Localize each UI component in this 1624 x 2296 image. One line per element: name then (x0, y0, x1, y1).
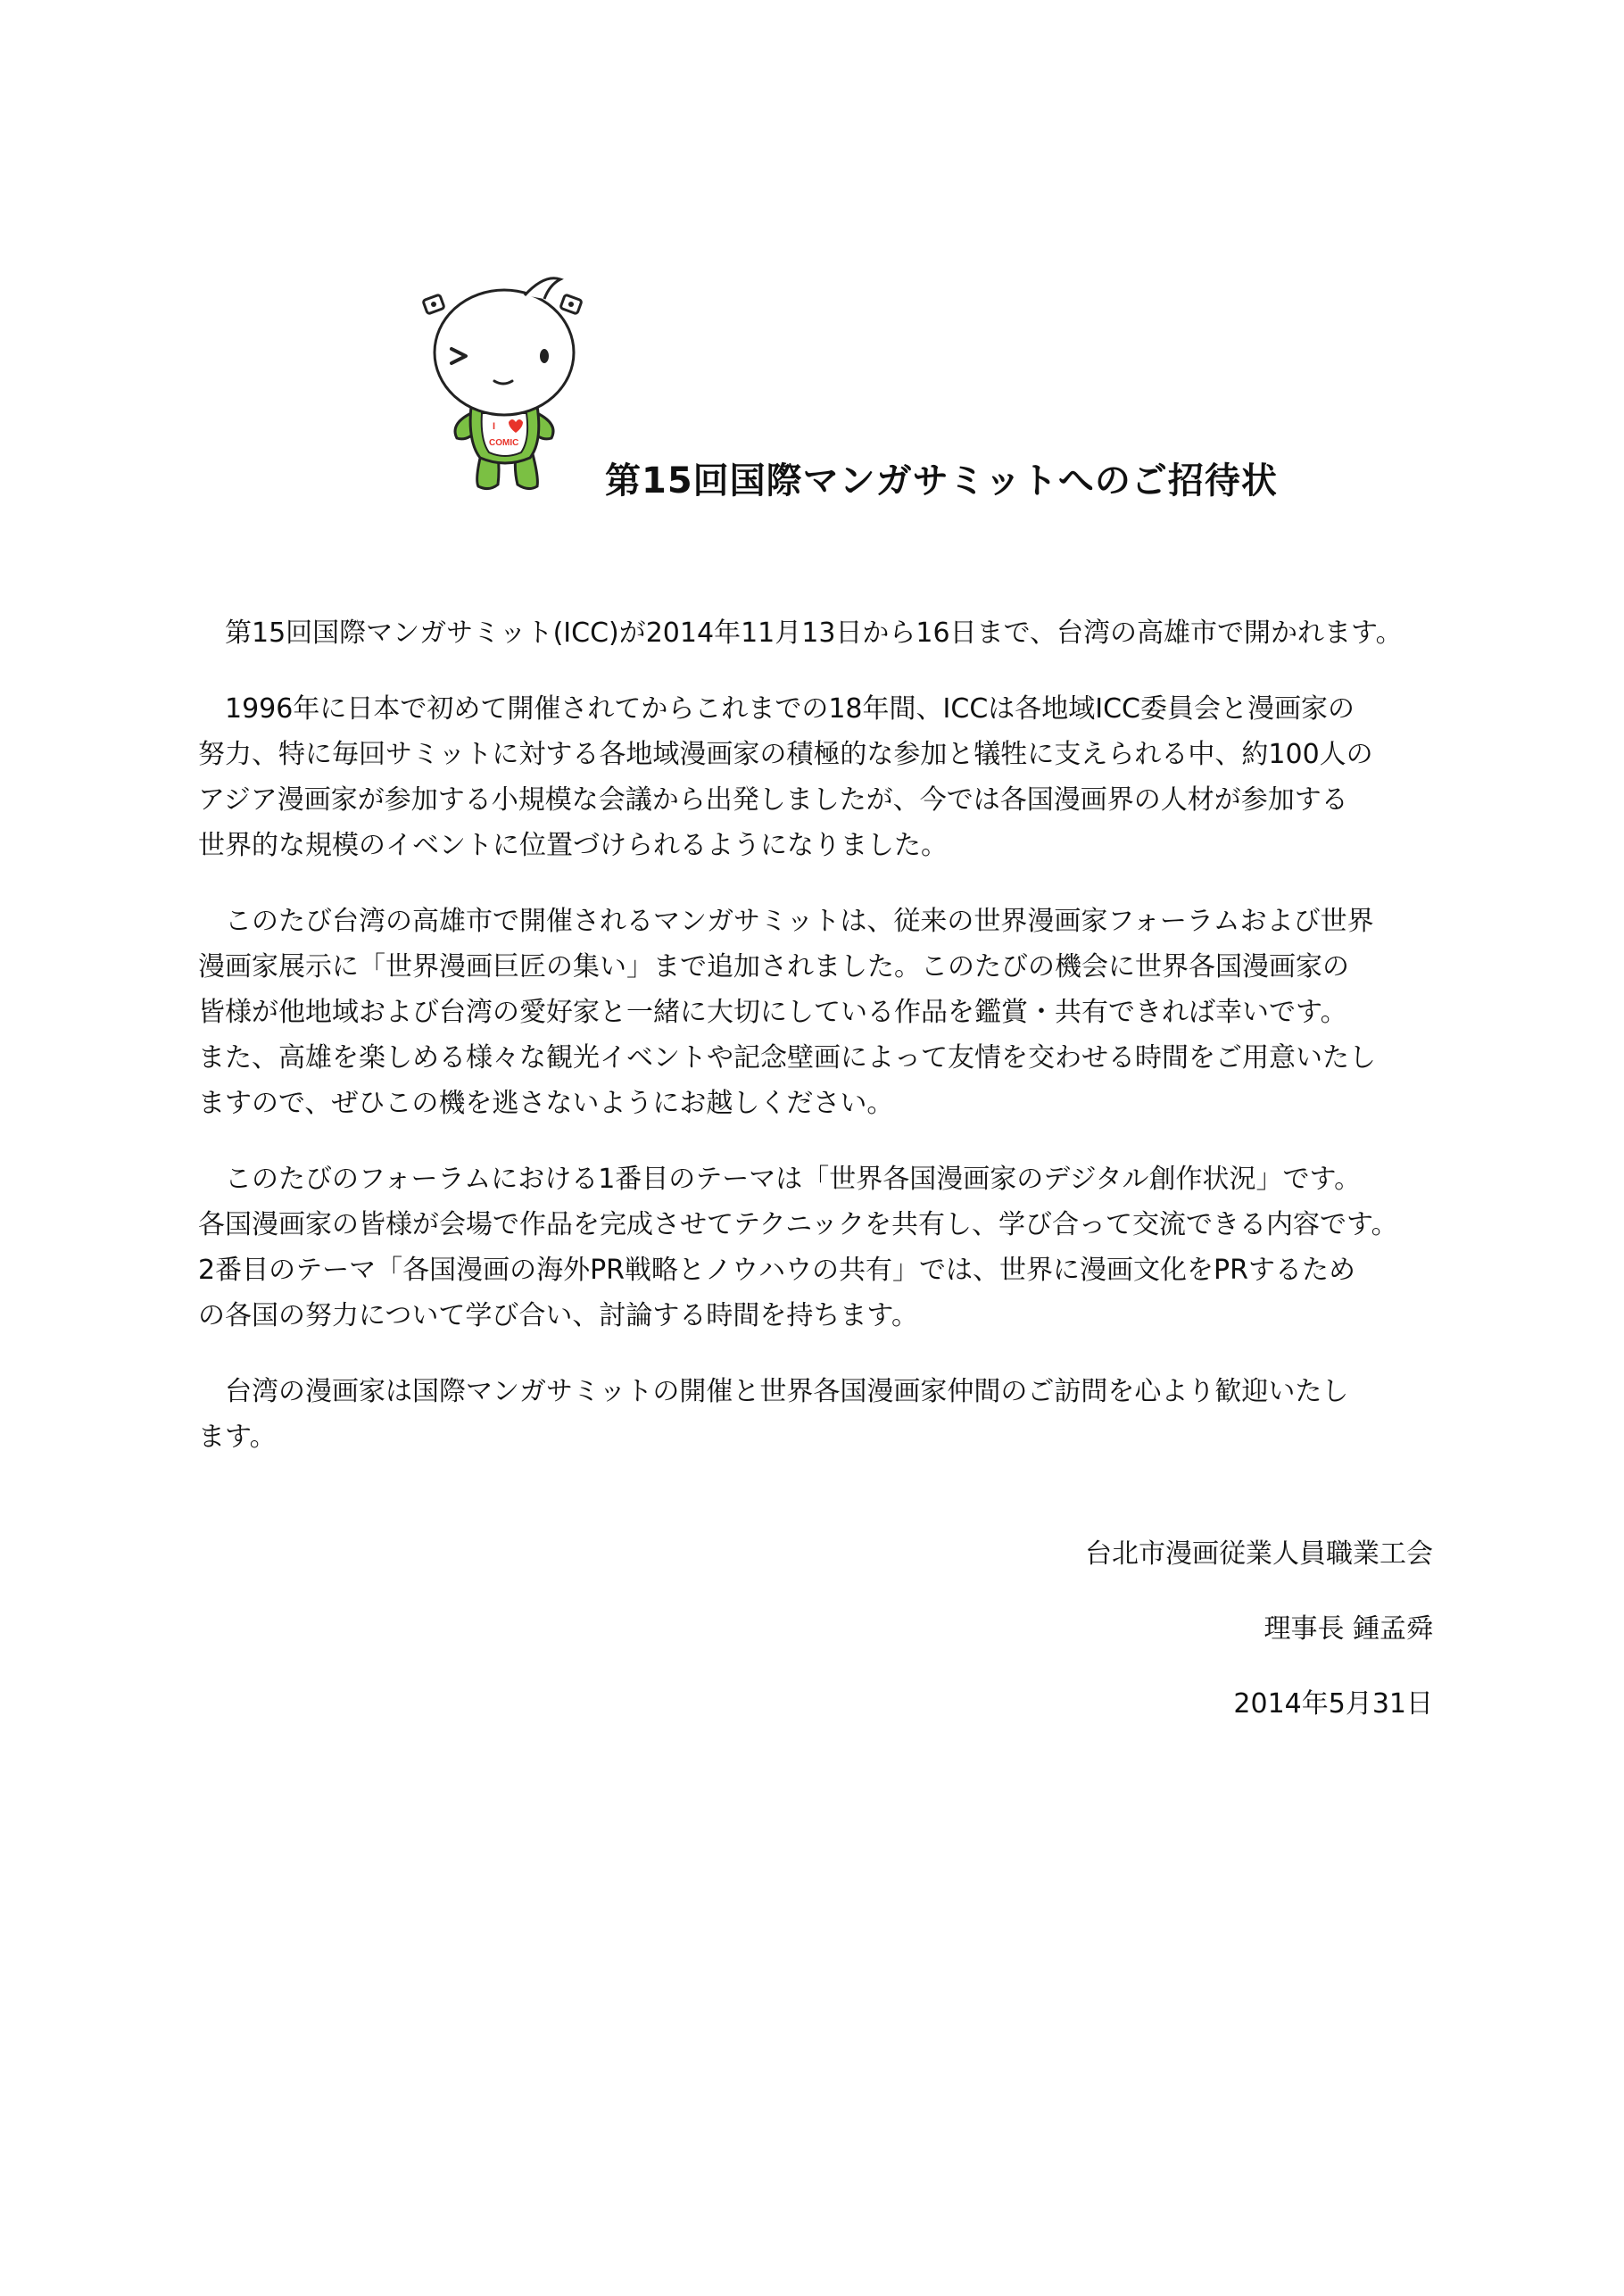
paragraph-line: このたびのフォーラムにおける1番目のテーマは「世界各国漫画家のデジタル創作状況」です。 (225, 1164, 1362, 1195)
paragraph-line: 漫画家展示に「世界漫画巨匠の集い」まで追加されました。このたびの機会に世界各国漫画家の (198, 951, 1349, 982)
signature-date: 2014年5月31日 (1233, 1688, 1433, 1720)
paragraph-line: アジア漫画家が参加する小規模な会議から出発しましたが、今では各国漫画界の人材が参加する (198, 784, 1348, 816)
paragraph-line: 皆様が他地域および台湾の愛好家と一緒に大切にしている作品を鑑賞・共有できれば幸いです。 (198, 997, 1347, 1028)
signature-block (1085, 1537, 1433, 1761)
signature-representative: 理事長 鍾孟舜 (1264, 1613, 1433, 1645)
mascot-shirt-i: I (493, 421, 496, 432)
paragraph-line: 台湾の漫画家は国際マンガサミットの開催と世界各国漫画家仲間のご訪問を心より歓迎いたし (225, 1376, 1349, 1407)
paragraph-line: 努力、特に毎回サミットに対する各地域漫画家の積極的な参加と犠牲に支えられる中、約100人の (198, 739, 1373, 770)
paragraph-line: このたび台湾の高雄市で開催されるマンガサミットは、従来の世界漫画家フォーラムおよび世界 (225, 906, 1374, 937)
paragraph-line: の各国の努力について学び合い、討論する時間を持ちます。 (198, 1300, 918, 1331)
mascot-illustration (419, 272, 589, 495)
letter-paragraph (198, 899, 1440, 1126)
letter-paragraph (198, 1156, 1440, 1339)
paragraph-line: 2番目のテーマ「各国漫画の海外PR戦略とノウハウの共有」では、世界に漫画文化をPRするため (198, 1255, 1355, 1286)
mascot-shirt-comic: COMIC (489, 438, 519, 448)
paragraph-line: 1996年に日本で初めて開催されてからこれまでの18年間、ICCは各地域ICC委員会と漫画家の (225, 693, 1355, 725)
page-title: 第15回国際マンガサミットへのご招待状 (605, 460, 1278, 501)
letter-body (198, 610, 1440, 1490)
paragraph-line: また、高雄を楽しめる様々な観光イベントや記念壁画によって友情を交わせる時間をご用意いたし (198, 1042, 1376, 1073)
letter-paragraph (198, 686, 1440, 868)
paragraph-line: ますので、ぜひこの機を逃さないようにお越しください。 (198, 1088, 894, 1119)
letter-paragraph (198, 1369, 1440, 1460)
signature-organization: 台北市漫画従業人員職業工会 (1085, 1538, 1433, 1570)
paragraph-line: 世界的な規模のイベントに位置づけられるようになりました。 (198, 830, 948, 861)
paragraph-line: 各国漫画家の皆様が会場で作品を完成させてテクニックを共有し、学び合って交流できる内容です。 (198, 1209, 1398, 1240)
letter-paragraph (198, 610, 1440, 656)
paragraph-line: ます。 (198, 1422, 277, 1453)
paragraph-line: 第15回国際マンガサミット(ICC)が2014年11月13日から16日まで、台湾の高雄市で開かれます。 (225, 618, 1403, 649)
